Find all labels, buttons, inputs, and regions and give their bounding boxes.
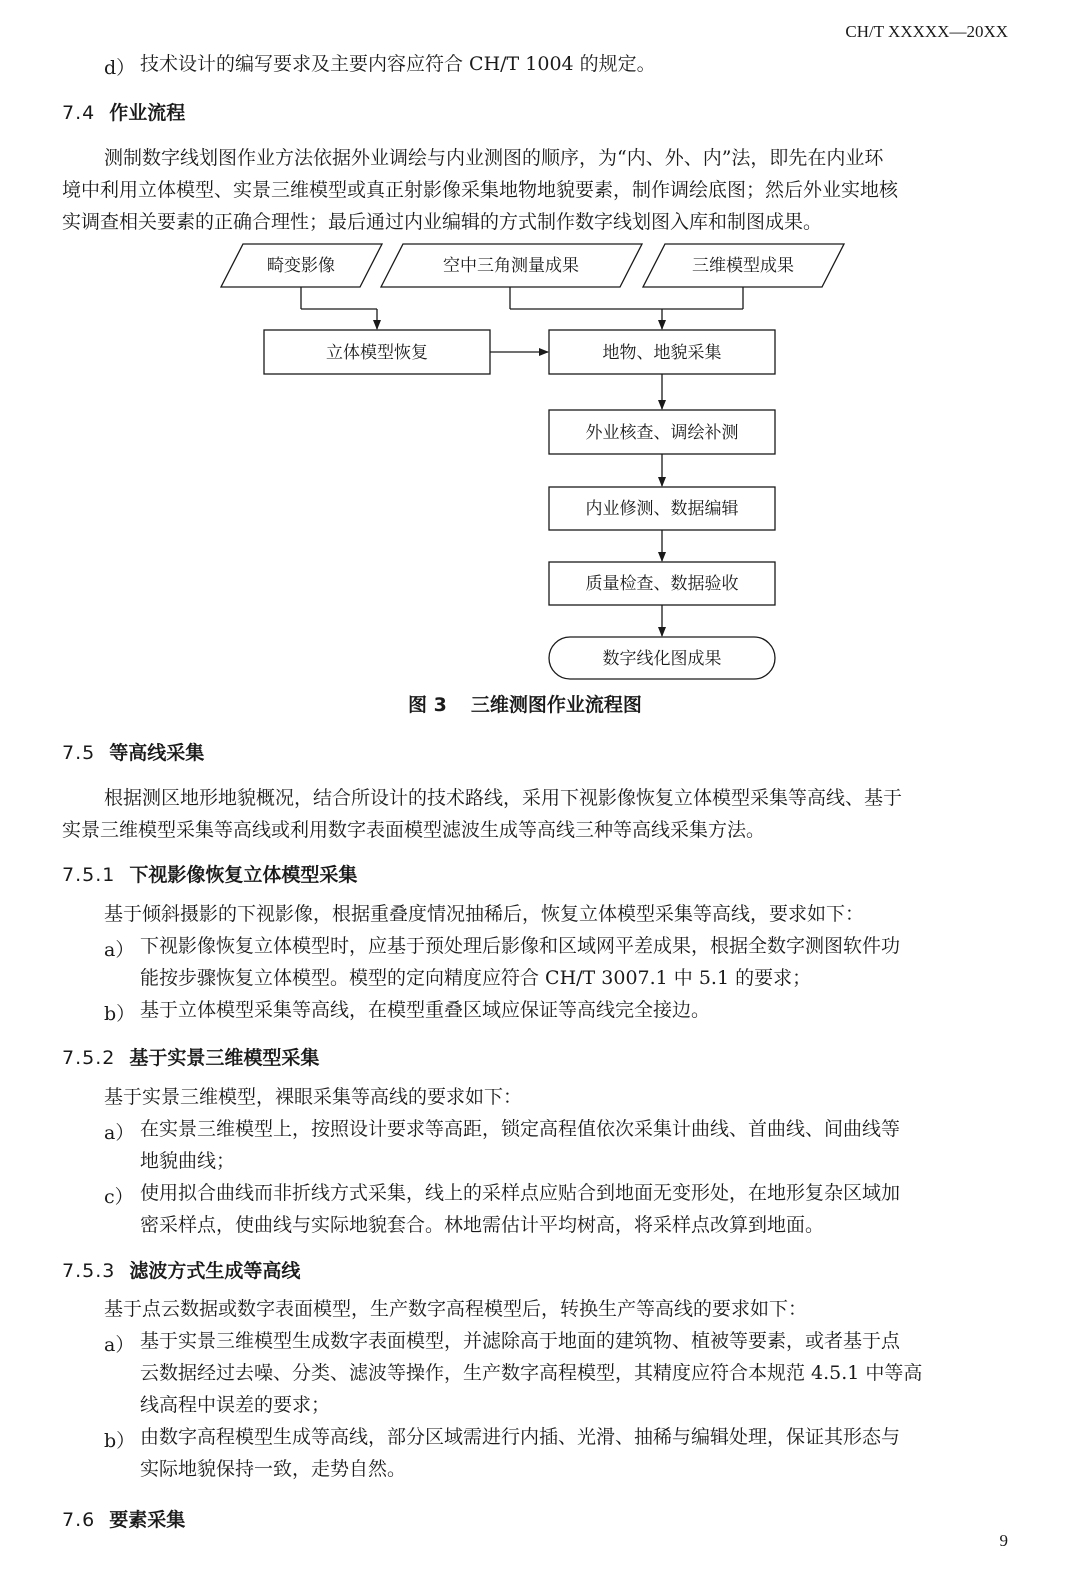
section-number: 7.6: [62, 1509, 96, 1531]
section-7-5-heading: [62, 738, 204, 765]
figure-number: 图 3: [408, 694, 447, 716]
section-title: 要素采集: [109, 1509, 186, 1531]
list-item-line: 实际地貌保持一致，走势自然。: [140, 1458, 407, 1480]
list-item-line: 由数字高程模型生成等高线，部分区域需进行内插、光滑、抽稀与编辑处理，保证其形态与: [140, 1426, 901, 1448]
list-item-line: 云数据经过去噪、分类、滤波等操作，生产数字高程模型，其精度应符合本规范 4.5.1 中等高: [140, 1362, 923, 1384]
section-7-5-2-heading: [62, 1043, 319, 1070]
list-item-line: 密采样点，使曲线与实际地貌套合。林地需估计平均树高，将采样点改算到地面。: [140, 1214, 825, 1236]
paragraph-line: 根据测区地形地貌概况，结合所设计的技术路线，采用下视影像恢复立体模型采集等高线、基于: [104, 787, 903, 809]
section-title: 等高线采集: [109, 742, 205, 764]
figure-title: 三维测图作业流程图: [470, 694, 642, 716]
paragraph-line: 实调查相关要素的正确合理性；最后通过内业编辑的方式制作数字线划图入库和制图成果。: [62, 211, 823, 233]
list-marker: a）: [104, 939, 135, 961]
step-label: 内业修测、数据编辑: [585, 499, 739, 519]
list-item-line: 线高程中误差的要求；: [140, 1394, 331, 1416]
paragraph-line: 境中利用立体模型、实景三维模型或真正射影像采集地物地貌要素，制作调绘底图；然后外业实地核: [62, 179, 899, 201]
list-item-line: 基于立体模型采集等高线，在模型重叠区域应保证等高线完全接边。: [140, 999, 711, 1021]
list-item-line: 使用拟合曲线而非折线方式采集，线上的采样点应贴合到地面无变形处，在地形复杂区域加: [140, 1182, 901, 1204]
section-7-5-1-heading: [62, 860, 357, 887]
list-item-line: 下视影像恢复立体模型时，应基于预处理后影像和区域网平差成果，根据全数字测图软件功: [140, 935, 901, 957]
input-label: 空中三角测量成果: [443, 256, 579, 276]
step-label: 立体模型恢复: [326, 343, 428, 363]
workflow-flowchart: [0, 0, 1080, 720]
input-label: 三维模型成果: [692, 256, 794, 276]
list-marker: b）: [104, 1430, 136, 1452]
section-number: 7.5: [62, 742, 96, 764]
section-title: 滤波方式生成等高线: [129, 1260, 301, 1282]
list-item-line: 能按步骤恢复立体模型。模型的定向精度应符合 CH/T 3007.1 中 5.1 的要求；: [140, 967, 812, 989]
output-label: 数字线化图成果: [602, 649, 722, 669]
section-title: 基于实景三维模型采集: [129, 1047, 320, 1069]
list-marker: a）: [104, 1334, 135, 1356]
step-label: 外业核查、调绘补测: [585, 423, 739, 443]
paragraph-line: 基于点云数据或数字表面模型，生产数字高程模型后，转换生产等高线的要求如下：: [104, 1298, 808, 1320]
page-number: 9: [999, 1531, 1008, 1550]
list-marker: c）: [104, 1186, 134, 1208]
paragraph-line: 基于实景三维模型，裸眼采集等高线的要求如下：: [104, 1086, 523, 1108]
figure-caption: [408, 690, 642, 717]
paragraph-line: 测制数字线划图作业方法依据外业调绘与内业测图的顺序，为“内、外、内”法，即先在内业环: [104, 147, 884, 169]
list-item-line: 在实景三维模型上，按照设计要求等高距，锁定高程值依次采集计曲线、首曲线、间曲线等: [140, 1118, 901, 1140]
section-number: 7.5.2: [62, 1047, 116, 1069]
section-number: 7.5.3: [62, 1260, 116, 1282]
header-standard-code: CH/T XXXXX—20XX: [845, 22, 1008, 41]
list-marker: b）: [104, 1003, 136, 1025]
section-7-6-heading: [62, 1505, 185, 1532]
section-number: 7.5.1: [62, 864, 116, 886]
list-marker: a）: [104, 1122, 135, 1144]
section-title: 作业流程: [109, 102, 186, 124]
item-d-text: 技术设计的编写要求及主要内容应符合 CH/T 1004 的规定。: [140, 53, 656, 75]
section-number: 7.4: [62, 102, 96, 124]
item-d-marker: d）: [104, 57, 136, 79]
input-label: 畸变影像: [267, 256, 335, 276]
step-label: 地物、地貌采集: [602, 343, 722, 363]
list-item-line: 地貌曲线；: [140, 1150, 236, 1172]
step-label: 质量检查、数据验收: [585, 574, 739, 594]
section-title: 下视影像恢复立体模型采集: [129, 864, 358, 886]
paragraph-line: 实景三维模型采集等高线或利用数字表面模型滤波生成等高线三种等高线采集方法。: [62, 819, 766, 841]
section-7-5-3-heading: [62, 1256, 300, 1283]
list-item-line: 基于实景三维模型生成数字表面模型，并滤除高于地面的建筑物、植被等要素，或者基于点: [140, 1330, 901, 1352]
paragraph-line: 基于倾斜摄影的下视影像，根据重叠度情况抽稀后，恢复立体模型采集等高线，要求如下：: [104, 903, 865, 925]
